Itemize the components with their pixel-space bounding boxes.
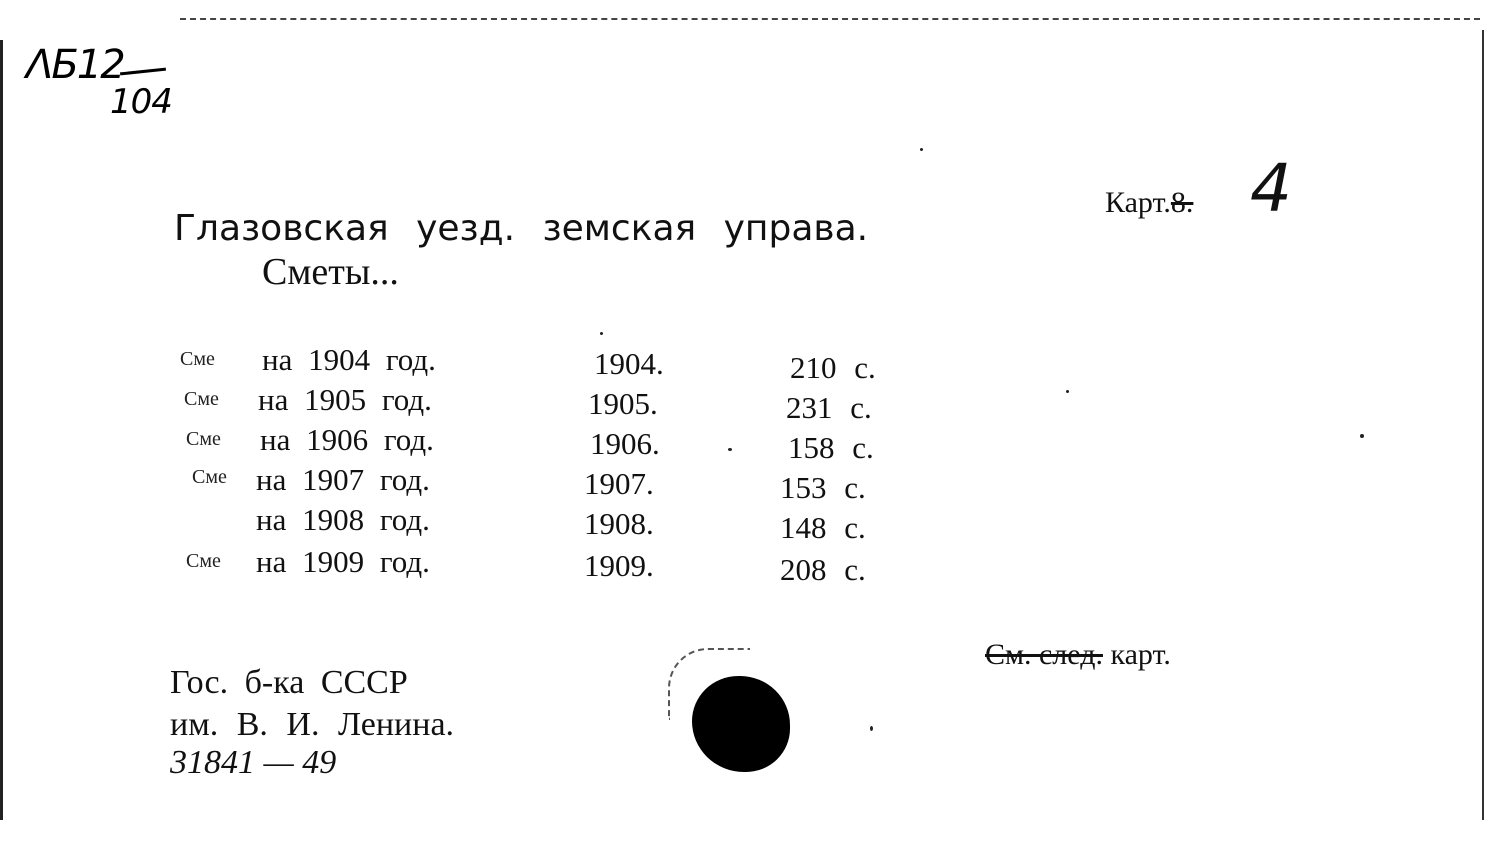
speck: [600, 332, 603, 335]
entry-year: 1909.: [584, 548, 654, 583]
speck: [728, 448, 732, 451]
speck: [1360, 434, 1364, 438]
ink-stamp: [692, 676, 790, 772]
entry-label: на 1909 год.: [256, 544, 430, 579]
entry-label: на 1905 год.: [258, 382, 432, 417]
entry-row: [0, 462, 1000, 505]
card-number-new: 4: [1250, 150, 1292, 227]
entry-prefix: Сме: [184, 388, 219, 410]
speck: [920, 148, 923, 151]
entry-label: на 1907 год.: [256, 462, 430, 497]
entry-row: [0, 544, 1000, 587]
library-name: Гос. б-ка СССР: [170, 664, 408, 701]
print-order-number: 31841 — 49: [170, 744, 337, 781]
card-subtitle: Сметы...: [262, 251, 399, 293]
entry-pages: 148 с.: [780, 510, 866, 545]
entry-row: [0, 382, 1000, 425]
library-dedication: им. В. И. Ленина.: [170, 706, 455, 743]
card-title: Глазовская уезд. земская управа.: [174, 208, 869, 249]
shelfmark-line2: 104: [110, 82, 172, 122]
card-number-old: 8.: [1170, 186, 1194, 219]
card-number: [1105, 186, 1193, 220]
entry-year: 1907.: [584, 466, 654, 501]
entry-prefix: Сме: [186, 550, 221, 572]
entry-prefix: Сме: [180, 348, 215, 370]
entry-prefix: Сме: [186, 428, 221, 450]
see-next-rest: карт.: [1102, 638, 1171, 671]
speck: [870, 726, 873, 731]
entry-pages: 210 с.: [790, 350, 876, 385]
see-next-card: [985, 638, 1171, 672]
card-top-edge: [180, 18, 1480, 20]
card-right-edge: [1482, 30, 1484, 820]
entry-pages: 208 с.: [780, 552, 866, 587]
card-number-label: Карт.: [1105, 186, 1171, 219]
entry-label: на 1908 год.: [256, 502, 430, 537]
entry-pages: 231 с.: [786, 390, 872, 425]
shelfmark-bar: [120, 68, 166, 76]
entry-pages: 153 с.: [780, 470, 866, 505]
entry-row: [0, 422, 1000, 465]
entry-label: на 1904 год.: [262, 342, 436, 377]
entry-row: [0, 502, 1000, 545]
entry-prefix: Сме: [192, 466, 227, 488]
entry-year: 1905.: [588, 386, 658, 421]
see-next-struck: См. след.: [985, 638, 1103, 671]
shelfmark-line1: ΛБ12: [26, 42, 124, 88]
entry-year: 1904.: [594, 346, 664, 381]
speck: [1066, 390, 1069, 393]
entry-year: 1908.: [584, 506, 654, 541]
entry-year: 1906.: [590, 426, 660, 461]
entry-label: на 1906 год.: [260, 422, 434, 457]
entry-pages: 158 с.: [788, 430, 874, 465]
entry-row: [0, 342, 1000, 385]
